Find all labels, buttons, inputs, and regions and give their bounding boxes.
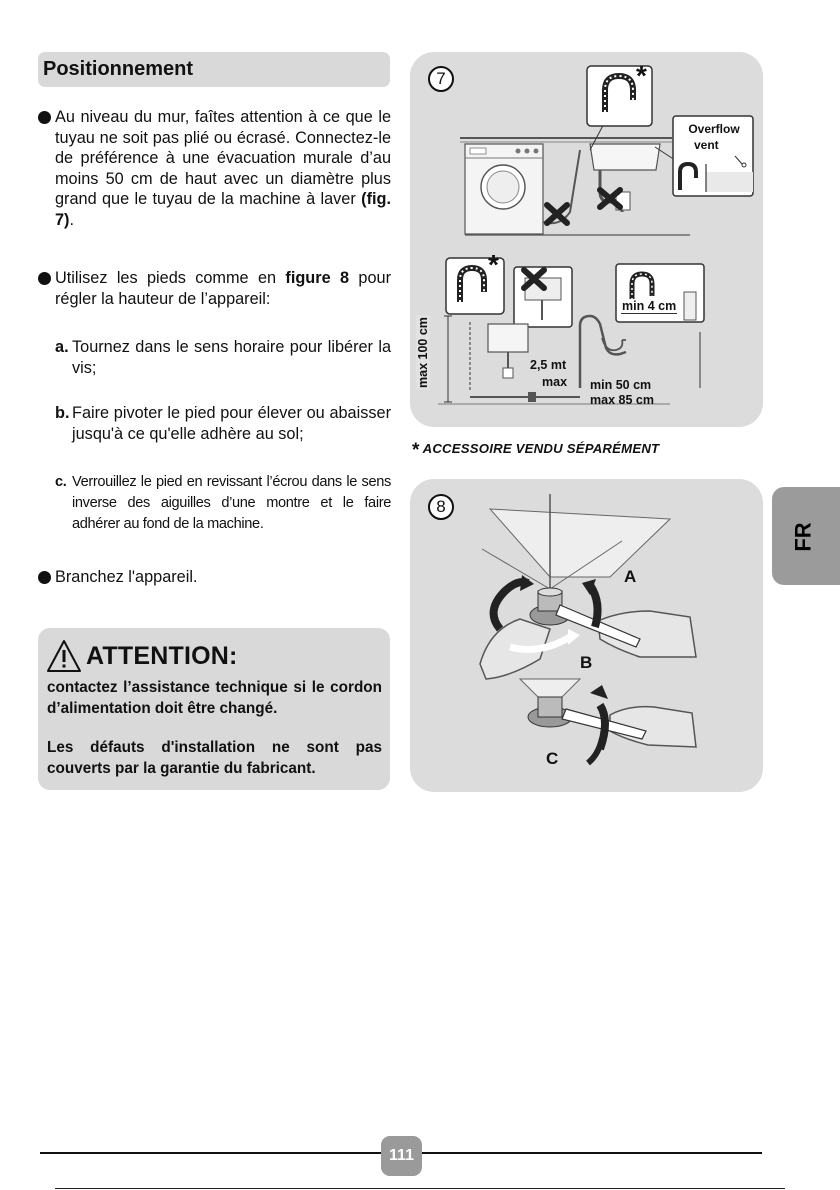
label-b: B	[580, 653, 593, 672]
sink-icon	[590, 144, 660, 170]
figure-8-number: 8	[428, 494, 454, 520]
sink-icon	[488, 324, 528, 352]
attention-power-cord: contactez l’assistance technique si le cordon d’alimentation doit être changé.	[47, 679, 382, 717]
bullet-adjust-feet	[38, 268, 391, 309]
hose-max-label: max	[542, 375, 568, 389]
foot-adjustment-illustration	[410, 479, 763, 792]
accessory-star: *	[636, 60, 647, 91]
language-tab	[772, 487, 840, 585]
bullet-dot	[38, 111, 51, 124]
step-a	[55, 337, 391, 378]
bullet-plug-in	[38, 567, 391, 588]
bullet-wall-connection	[38, 107, 391, 230]
attention-warranty: Les défauts d'installation ne sont pas couverts par la garantie du fabricant.	[47, 739, 382, 777]
overflow-label: Overflow	[688, 122, 740, 136]
footer-divider	[40, 1152, 382, 1154]
figure-reference: figure 8	[285, 269, 350, 287]
max-height-label: max 100 cm	[416, 317, 430, 388]
figure-7-number: 7	[428, 66, 454, 92]
cross-icon	[547, 205, 567, 223]
step-text: Faire pivoter le pied pour élever ou abaisser jusqu'à ce qu'elle adhère au sol;	[72, 404, 391, 443]
label-c: C	[546, 749, 559, 768]
hose-length-label: 2,5 mt	[530, 358, 567, 372]
bullet-text: Utilisez les pieds comme en figure 8 pour régler la hauteur de l’appareil:	[55, 269, 392, 308]
step-letter: c.	[55, 474, 67, 490]
step-letter: a.	[55, 338, 69, 356]
figure-8-panel	[410, 479, 763, 792]
accessory-note-text: ACCESSOIRE VENDU SÉPARÉMENT	[422, 441, 660, 456]
label-a: A	[624, 567, 637, 586]
figure-7-panel	[410, 52, 763, 427]
attention-heading: ATTENTION:	[86, 641, 238, 670]
step-b	[55, 403, 391, 444]
warning-triangle-icon	[46, 639, 82, 673]
bottom-rule	[55, 1188, 785, 1189]
accessory-star: *	[488, 249, 499, 280]
bullet-dot	[38, 272, 51, 285]
language-tab-label: FR	[790, 522, 816, 552]
accessory-note-star: *	[412, 440, 420, 461]
min-clearance-label: min 4 cm	[622, 299, 677, 313]
max-height-85-label: max 85 cm	[590, 393, 654, 407]
section-title: Positionnement	[38, 52, 390, 87]
drain-hose-installation-illustration	[410, 52, 763, 427]
step-c	[55, 472, 391, 535]
accessory-note	[412, 440, 659, 462]
vent-label: vent	[694, 138, 719, 152]
footer-divider	[421, 1152, 762, 1154]
step-letter: b.	[55, 404, 70, 422]
page-number: 111	[381, 1136, 422, 1176]
bullet-text: Au niveau du mur, faîtes attention à ce que le tuyau ne soit pas plié ou écrasé. Connectez-le de préférence à une évacuation murale d’au moins 50 cm de haut avec un diamètre plus grand que le tuyau de la machine à laver (fig. 7).	[55, 108, 391, 229]
bullet-dot	[38, 571, 51, 584]
min-height-label: min 50 cm	[590, 378, 652, 392]
figure-reference: (fig. 7)	[55, 190, 391, 229]
step-text: Verrouillez le pied en revissant l’écrou dans le sens inverse des aiguilles d’une montre et le faire adhérer au fond de la machine.	[72, 474, 391, 532]
bullet-text: Branchez l'appareil.	[55, 568, 198, 586]
attention-title	[46, 636, 238, 676]
step-text: Tournez dans le sens horaire pour libérer la vis;	[72, 338, 391, 377]
